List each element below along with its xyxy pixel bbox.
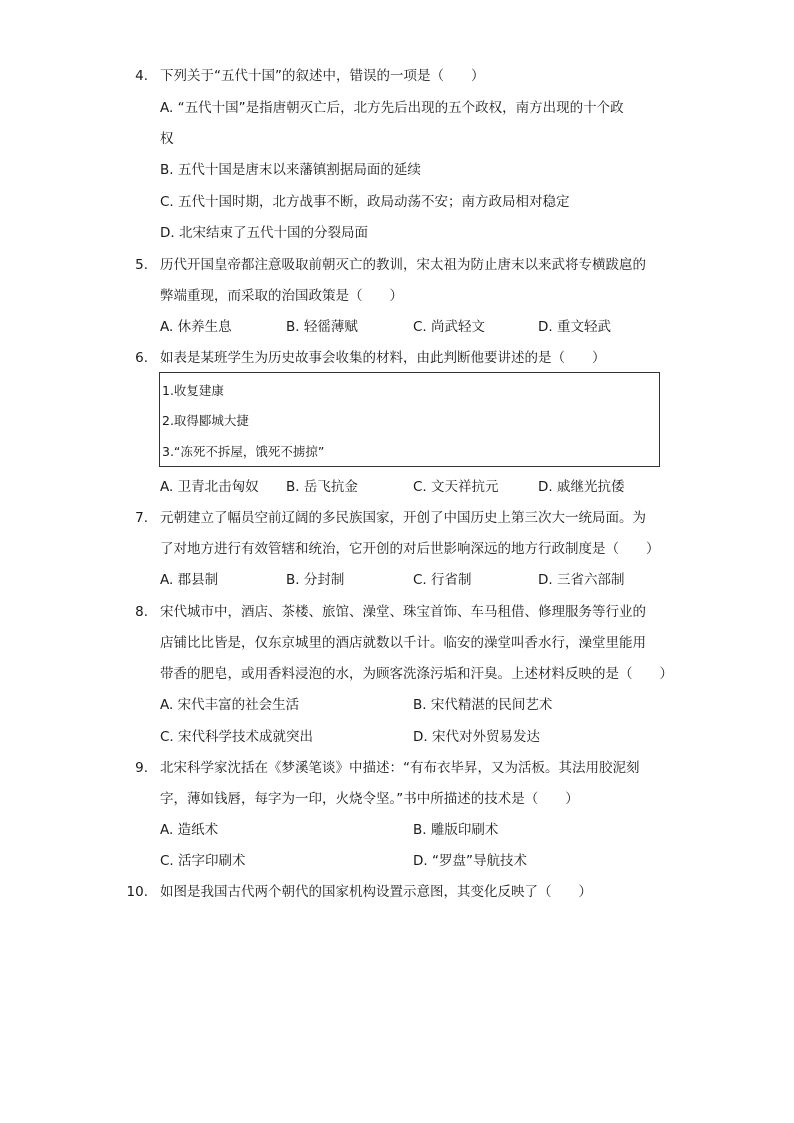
option-c: C. 尚武轻文 (413, 319, 486, 335)
option-d: D. 北宋结束了五代十国的分裂局面 (160, 225, 368, 241)
question-stem: 如图是我国古代两个朝代的国家机构设置示意图，其变化反映了（ ） (160, 884, 592, 900)
option-d: D. 宋代对外贸易发达 (413, 729, 540, 745)
option-b: B. 分封制 (286, 572, 345, 588)
question-stem-continued: 了对地方进行有效管辖和统治，它开创的对后世影响深远的地方行政制度是（ ） (160, 541, 660, 557)
question-stem-continued: 带香的肥皂，或用香料浸泡的水，为顾客洗涤污垢和汗臭。上述材料反映的是（ ） (160, 666, 673, 682)
option-c: C. 行省制 (413, 572, 472, 588)
question-stem: 北宋科学家沈括在《梦溪笔谈》中描述：“有布衣毕昇，又为活板。其法用胶泥刻 (160, 760, 640, 776)
question-stem: 宋代城市中，酒店、茶楼、旅馆、澡堂、珠宝首饰、车马租借、修理服务等行业的 (160, 604, 646, 620)
option-c: C. 宋代科学技术成就突出 (160, 729, 314, 745)
option-a-continued: 权 (160, 131, 174, 147)
question-number: 6. (135, 350, 148, 366)
option-c: C. 活字印刷术 (160, 853, 246, 869)
question-stem: 如表是某班学生为历史故事会收集的材料，由此判断他要讲述的是（ ） (160, 350, 606, 366)
question-number: 5. (135, 257, 148, 273)
option-c: C. 五代十国时期，北方战事不断，政局动荡不安；南方政局相对稳定 (160, 194, 570, 210)
option-d: D. 三省六部制 (538, 572, 625, 588)
option-a: A. 宋代丰富的社会生活 (160, 697, 300, 713)
option-b: B. 雕版印刷术 (413, 822, 499, 838)
material-row: 3.“冻死不拆屋，饿死不掳掠” (162, 444, 325, 459)
question-stem-continued: 店铺比比皆是，仅东京城里的酒店就数以千计。临安的澡堂叫香水行，澡堂里能用 (160, 635, 646, 651)
option-a: A. “五代十国”是指唐朝灭亡后，北方先后出现的五个政权，南方出现的十个政 (160, 100, 624, 116)
question-stem-continued: 弊端重现，而采取的治国政策是（ ） (160, 288, 403, 304)
material-table (159, 372, 660, 467)
question-number: 7. (135, 510, 148, 526)
material-row: 1.收复建康 (162, 383, 224, 398)
question-number: 4. (135, 68, 148, 84)
question-stem-continued: 字，薄如钱唇，每字为一印，火烧令坚。”书中所描述的技术是（ ） (160, 791, 579, 807)
material-row: 2.取得郾城大捷 (162, 413, 249, 428)
option-b: B. 轻徭薄赋 (286, 319, 358, 335)
option-d: D. 戚继光抗倭 (538, 479, 625, 495)
question-number: 10. (126, 884, 148, 900)
option-d: D. 重文轻武 (538, 319, 611, 335)
option-b: B. 五代十国是唐末以来藩镇割据局面的延续 (160, 162, 421, 178)
option-c: C. 文天祥抗元 (413, 479, 499, 495)
question-number: 9. (135, 760, 148, 776)
question-number: 8. (135, 604, 148, 620)
option-a: A. 郡县制 (160, 572, 219, 588)
option-a: A. 造纸术 (160, 822, 219, 838)
option-b: B. 宋代精湛的民间艺术 (413, 697, 553, 713)
option-d: D. “罗盘”导航技术 (413, 853, 527, 869)
question-stem: 历代开国皇帝都注意吸取前朝灭亡的教训，宋太祖为防止唐末以来武将专横跋扈的 (160, 257, 646, 273)
question-stem: 下列关于“五代十国”的叙述中，错误的一项是（ ） (160, 68, 485, 84)
option-a: A. 卫青北击匈奴 (160, 479, 259, 495)
option-a: A. 休养生息 (160, 319, 232, 335)
question-stem: 元朝建立了幅员空前辽阔的多民族国家，开创了中国历史上第三次大一统局面。为 (160, 510, 646, 526)
option-b: B. 岳飞抗金 (286, 479, 358, 495)
